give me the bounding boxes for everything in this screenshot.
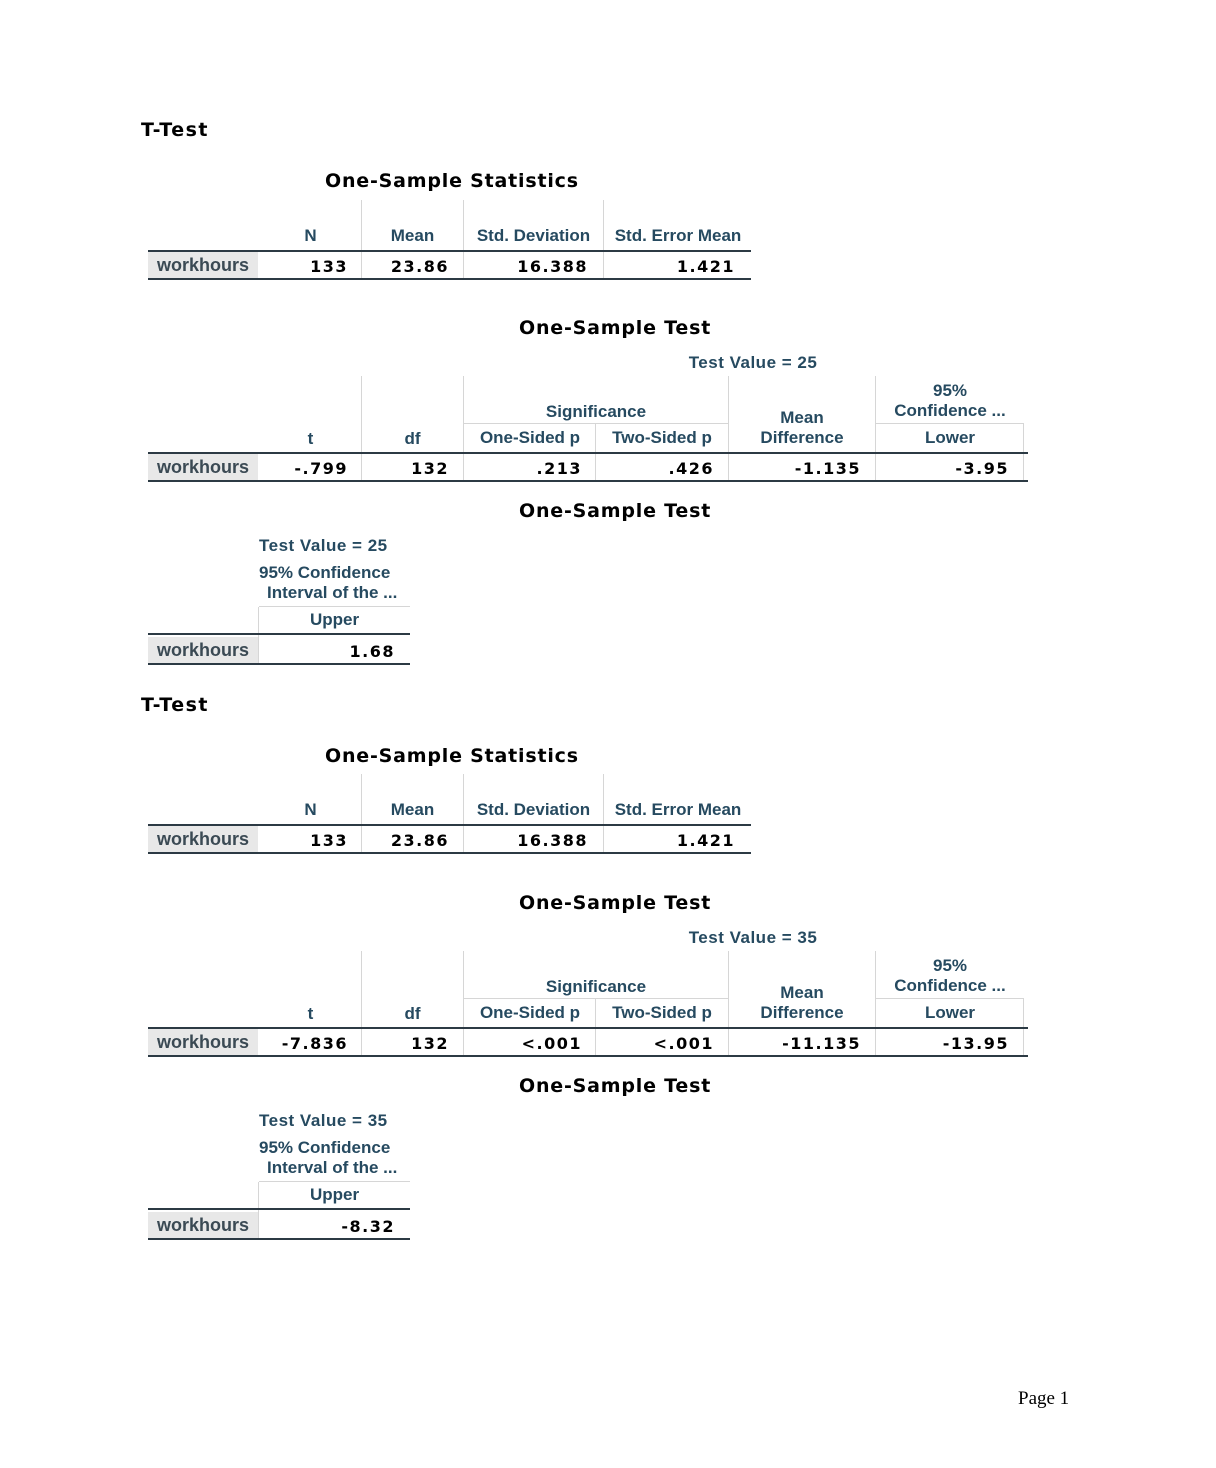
row-label: workhours <box>148 637 258 663</box>
header-two-sided-p: Two-Sided p <box>612 428 712 447</box>
header-upper: Upper <box>309 1185 360 1204</box>
row-label: workhours <box>148 826 258 852</box>
mean-diff-header-line2: Difference <box>760 428 844 447</box>
value-df: 132 <box>411 459 449 478</box>
upper-table <box>148 1108 410 1240</box>
header-std-deviation: Std. Deviation <box>476 226 591 245</box>
header-mean: Mean <box>390 800 435 819</box>
section-title: T-Test <box>141 694 209 716</box>
ci-header-line1: 95% Confidence <box>259 1138 391 1157</box>
value-t: -7.836 <box>281 1034 348 1053</box>
upper-table <box>148 533 410 665</box>
test-table-title: One-Sample Test <box>519 892 712 914</box>
page-number: Page 1 <box>1018 1388 1070 1409</box>
ci-header-line2: Confidence ... <box>894 976 1006 995</box>
ci-header-line1: 95% Confidence <box>259 563 391 582</box>
header-lower: Lower <box>924 428 976 447</box>
test-table <box>148 350 1028 482</box>
mean-diff-header-line1: Mean <box>780 983 824 1002</box>
header-one-sided-p: One-Sided p <box>479 1003 581 1022</box>
ci-header-line1: 95% <box>932 956 968 975</box>
test-table <box>148 925 1028 1057</box>
header-std-error-mean: Std. Error Mean <box>614 800 742 819</box>
test-table-title: One-Sample Test <box>519 317 712 339</box>
row-label: workhours <box>148 1212 258 1238</box>
header-std-error-mean: Std. Error Mean <box>614 226 742 245</box>
value-lower: -3.95 <box>955 459 1009 478</box>
header-mean: Mean <box>390 226 435 245</box>
value-mean: 23.86 <box>390 257 449 276</box>
value-one-sided-p: .213 <box>536 459 582 478</box>
header-n: N <box>304 800 317 819</box>
value-n: 133 <box>310 257 348 276</box>
stats-table <box>148 774 751 854</box>
row-label: workhours <box>148 1029 258 1055</box>
value-std-deviation: 16.388 <box>517 831 588 850</box>
value-two-sided-p: .426 <box>668 459 714 478</box>
row-label: workhours <box>148 252 258 278</box>
significance-header: Significance <box>545 402 647 421</box>
ci-header-line1: 95% <box>932 381 968 400</box>
stats-table-title: One-Sample Statistics <box>325 745 579 767</box>
mean-diff-header-line1: Mean <box>780 408 824 427</box>
header-two-sided-p: Two-Sided p <box>612 1003 712 1022</box>
ci-header-line2: Confidence ... <box>894 401 1006 420</box>
test-value-label: Test Value = 25 <box>259 536 388 555</box>
header-t: t <box>307 1004 314 1023</box>
test-value-label: Test Value = 35 <box>259 1111 388 1130</box>
ci-header-line2: Interval of the ... <box>267 583 398 602</box>
mean-diff-header-line2: Difference <box>760 1003 844 1022</box>
header-lower: Lower <box>924 1003 976 1022</box>
value-std-error-mean: 1.421 <box>676 257 735 276</box>
value-upper: -8.32 <box>341 1217 395 1236</box>
value-one-sided-p: <.001 <box>521 1034 582 1053</box>
ci-header-line2: Interval of the ... <box>267 1158 398 1177</box>
value-upper: 1.68 <box>349 642 395 661</box>
value-two-sided-p: <.001 <box>653 1034 714 1053</box>
header-df: df <box>404 1004 421 1023</box>
header-df: df <box>404 429 421 448</box>
header-n: N <box>304 226 317 245</box>
header-upper: Upper <box>309 610 360 629</box>
value-n: 133 <box>310 831 348 850</box>
value-lower: -13.95 <box>942 1034 1009 1053</box>
row-label: workhours <box>148 454 258 480</box>
test2-table-title: One-Sample Test <box>519 1075 712 1097</box>
test-value-label: Test Value = 25 <box>688 353 818 372</box>
section-title: T-Test <box>141 119 209 141</box>
header-std-deviation: Std. Deviation <box>476 800 591 819</box>
stats-table <box>148 200 751 280</box>
significance-header: Significance <box>545 977 647 996</box>
value-mean-difference: -1.135 <box>794 459 861 478</box>
value-mean: 23.86 <box>390 831 449 850</box>
value-t: -.799 <box>294 459 348 478</box>
value-std-deviation: 16.388 <box>517 257 588 276</box>
stats-table-title: One-Sample Statistics <box>325 170 579 192</box>
value-df: 132 <box>411 1034 449 1053</box>
test-value-label: Test Value = 35 <box>688 928 818 947</box>
test2-table-title: One-Sample Test <box>519 500 712 522</box>
value-std-error-mean: 1.421 <box>676 831 735 850</box>
header-one-sided-p: One-Sided p <box>479 428 581 447</box>
header-t: t <box>307 429 314 448</box>
value-mean-difference: -11.135 <box>782 1034 861 1053</box>
